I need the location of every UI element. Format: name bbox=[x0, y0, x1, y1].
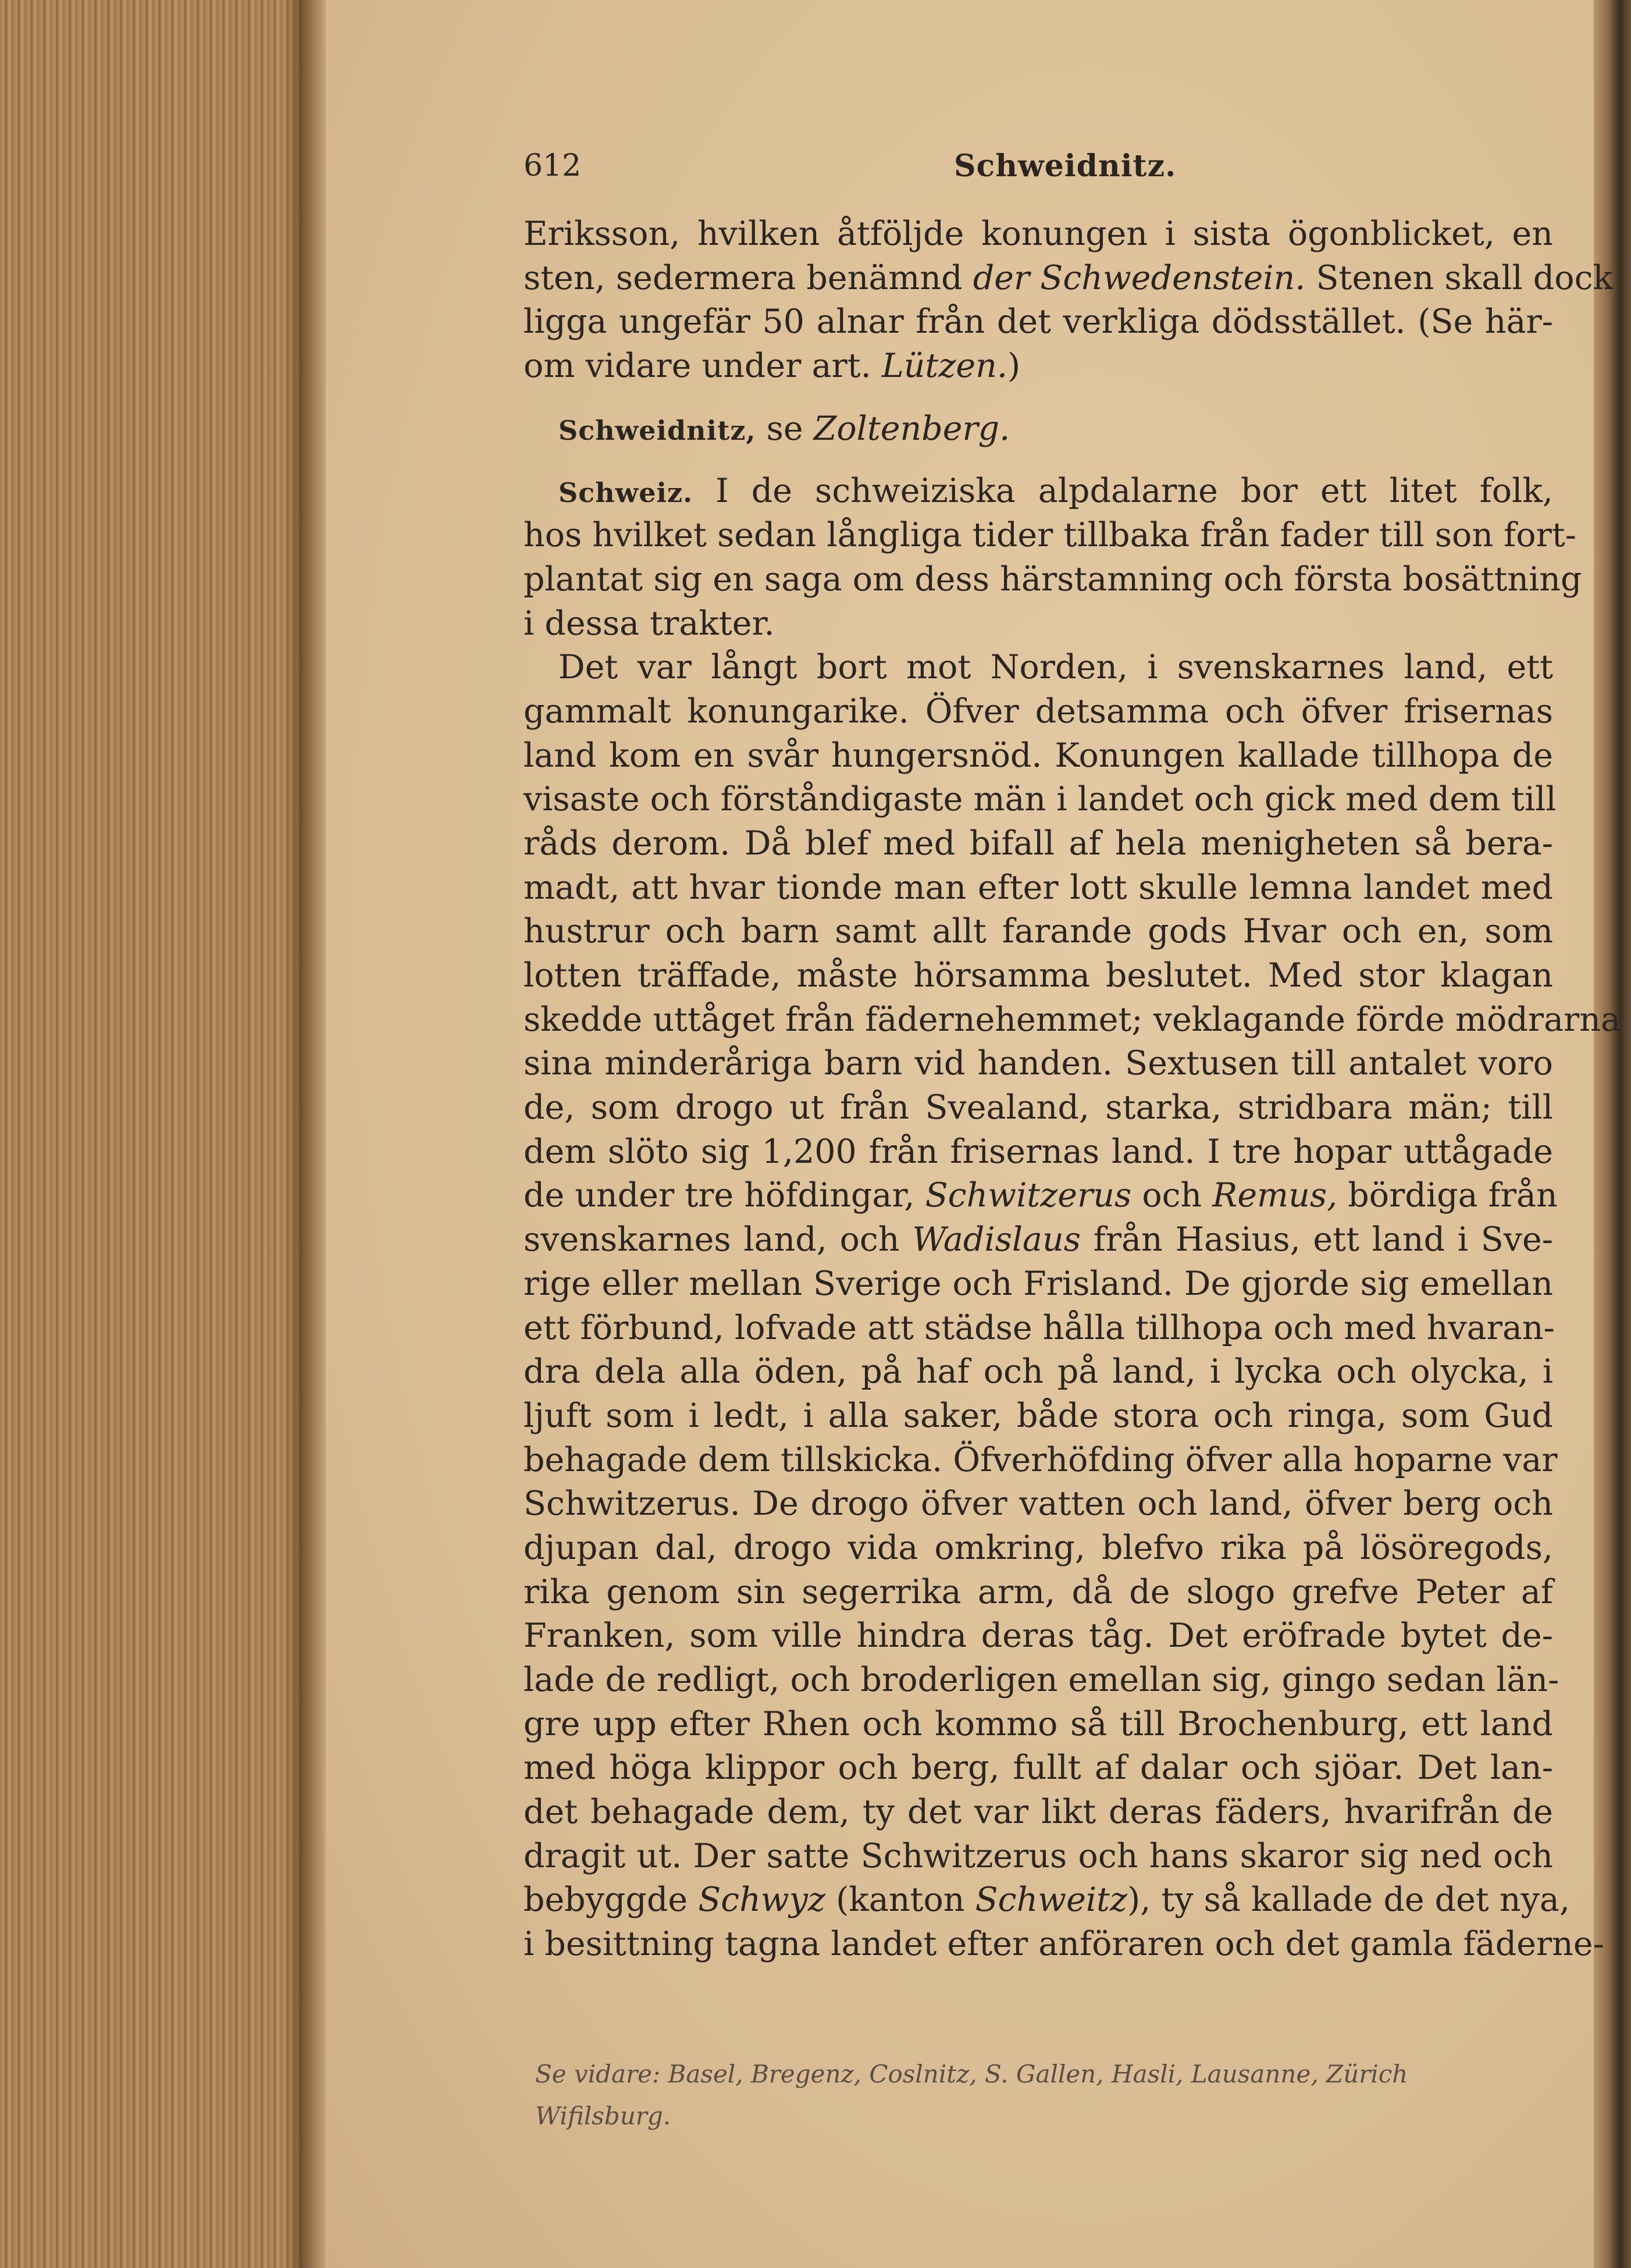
text-line: hos hvilket sedan långliga tider tillbaka från fader till son fort- bbox=[524, 516, 1577, 555]
text-line: Franken, som ville hindra deras tåg. Det eröfrade bytet de- bbox=[524, 1617, 1553, 1655]
entry-heading: Schweidnitz, bbox=[558, 414, 756, 446]
text-line: ett förbund, lofvade att städse hålla tillhopa och med hvaran- bbox=[524, 1308, 1555, 1347]
text-line: svenskarnes land, och Wadislaus från Hasius, ett land i Sve- bbox=[524, 1220, 1553, 1259]
text-line: Schwitzerus. De drogo öfver vatten och land, öfver berg och bbox=[524, 1484, 1553, 1523]
text-line: gre upp efter Rhen och kommo så till Brochenburg, ett land bbox=[524, 1704, 1553, 1743]
text-line: bebyggde Schwyz (kanton Schweitz), ty så kallade de det nya, bbox=[524, 1881, 1570, 1920]
text-line: skedde uttåget från fädernehemmet; veklagande förde mödrarna bbox=[524, 1000, 1621, 1039]
text-line: sten, sedermera benämnd der Schwedenstein. Stenen skall dock bbox=[524, 258, 1614, 297]
handwritten-note bbox=[535, 2053, 1559, 2137]
book-gutter bbox=[302, 0, 326, 2268]
text-line: Eriksson, hvilken åtföljde konungen i sista ögonblicket, en bbox=[524, 215, 1553, 253]
running-head: Schweidnitz. bbox=[954, 148, 1177, 184]
text-line: ljuft som i ledt, i alla saker, både stora och ringa, som Gud bbox=[524, 1396, 1553, 1435]
text-line: rika genom sin segerrika arm, då de slogo grefve Peter af bbox=[524, 1572, 1553, 1611]
text-line: Det var långt bort mot Norden, i svenskarnes land, ett bbox=[558, 648, 1553, 687]
text-line: lotten träffade, måste hörsamma beslutet. Med stor klagan bbox=[524, 956, 1553, 995]
text-line: hustrur och barn samt allt farande gods Hvar och en, som bbox=[524, 912, 1553, 951]
text-line: rige eller mellan Sverige och Frisland. De gjorde sig emellan bbox=[524, 1264, 1553, 1303]
text-line: gammalt konungarike. Öfver detsamma och öfver frisernas bbox=[524, 692, 1553, 731]
body-text bbox=[524, 212, 1621, 1967]
text-line: det behagade dem, ty det var likt deras fäders, hvarifrån de bbox=[524, 1793, 1553, 1832]
note-line: Wifilsburg. bbox=[535, 2102, 671, 2130]
entry-schweidnitz: Schweidnitz, se Zoltenberg. bbox=[558, 409, 1010, 448]
text-line: de, som drogo ut från Svealand, starka, stridbara män; till bbox=[524, 1088, 1553, 1127]
text-line: land kom en svår hungersnöd. Konungen kallade tillhopa de bbox=[524, 736, 1553, 775]
text-line: med höga klippor och berg, fullt af dalar och sjöar. Det lan- bbox=[524, 1749, 1553, 1788]
text-line: om vidare under art. Lützen.) bbox=[524, 347, 1021, 386]
page-number: 612 bbox=[524, 148, 582, 183]
text-line: djupan dal, drogo vida omkring, blefvo rika på lösöregods, bbox=[524, 1528, 1553, 1567]
entry-heading: Schweiz. bbox=[558, 477, 693, 509]
text-line: i dessa trakter. bbox=[524, 604, 775, 643]
text-line: sina minderåriga barn vid handen. Sextusen till antalet voro bbox=[524, 1044, 1553, 1083]
text-line: madt, att hvar tionde man efter lott skulle lemna landet med bbox=[524, 868, 1553, 907]
text-line: visaste och förståndigaste män i landet och gick med dem till bbox=[524, 780, 1557, 819]
text-line: råds derom. Då blef med bifall af hela menigheten så bera- bbox=[524, 824, 1553, 863]
entry-schweiz: Schweiz. I de schweiziska alpdalarne bor ett litet folk, bbox=[558, 472, 1553, 511]
text-line: dra dela alla öden, på haf och på land, i lycka och olycka, i bbox=[524, 1352, 1553, 1391]
text-line: dragit ut. Der satte Schwitzerus och hans skaror sig ned och bbox=[524, 1836, 1553, 1875]
text-line: plantat sig en saga om dess härstamning och första bosättning bbox=[524, 560, 1582, 599]
text-line: de under tre höfdingar, Schwitzerus och Remus, bördiga från bbox=[524, 1176, 1558, 1215]
page-header bbox=[524, 148, 1571, 195]
text-line: i besittning tagna landet efter anföraren och det gamla fäderne- bbox=[524, 1925, 1604, 1964]
page-stack bbox=[0, 0, 302, 2268]
note-line: Se vidare: Basel, Bregenz, Coslnitz, S. Gallen, Hasli, Lausanne, Zürich bbox=[535, 2060, 1408, 2088]
text-line: behagade dem tillskicka. Öfverhöfding öfver alla hoparne var bbox=[524, 1440, 1558, 1479]
text-line: dem slöto sig 1,200 från frisernas land. I tre hopar uttågade bbox=[524, 1132, 1553, 1171]
text-line: ligga ungefär 50 alnar från det verkliga dödsstället. (Se här- bbox=[524, 302, 1553, 341]
text-line: lade de redligt, och broderligen emellan sig, gingo sedan län- bbox=[524, 1661, 1559, 1699]
